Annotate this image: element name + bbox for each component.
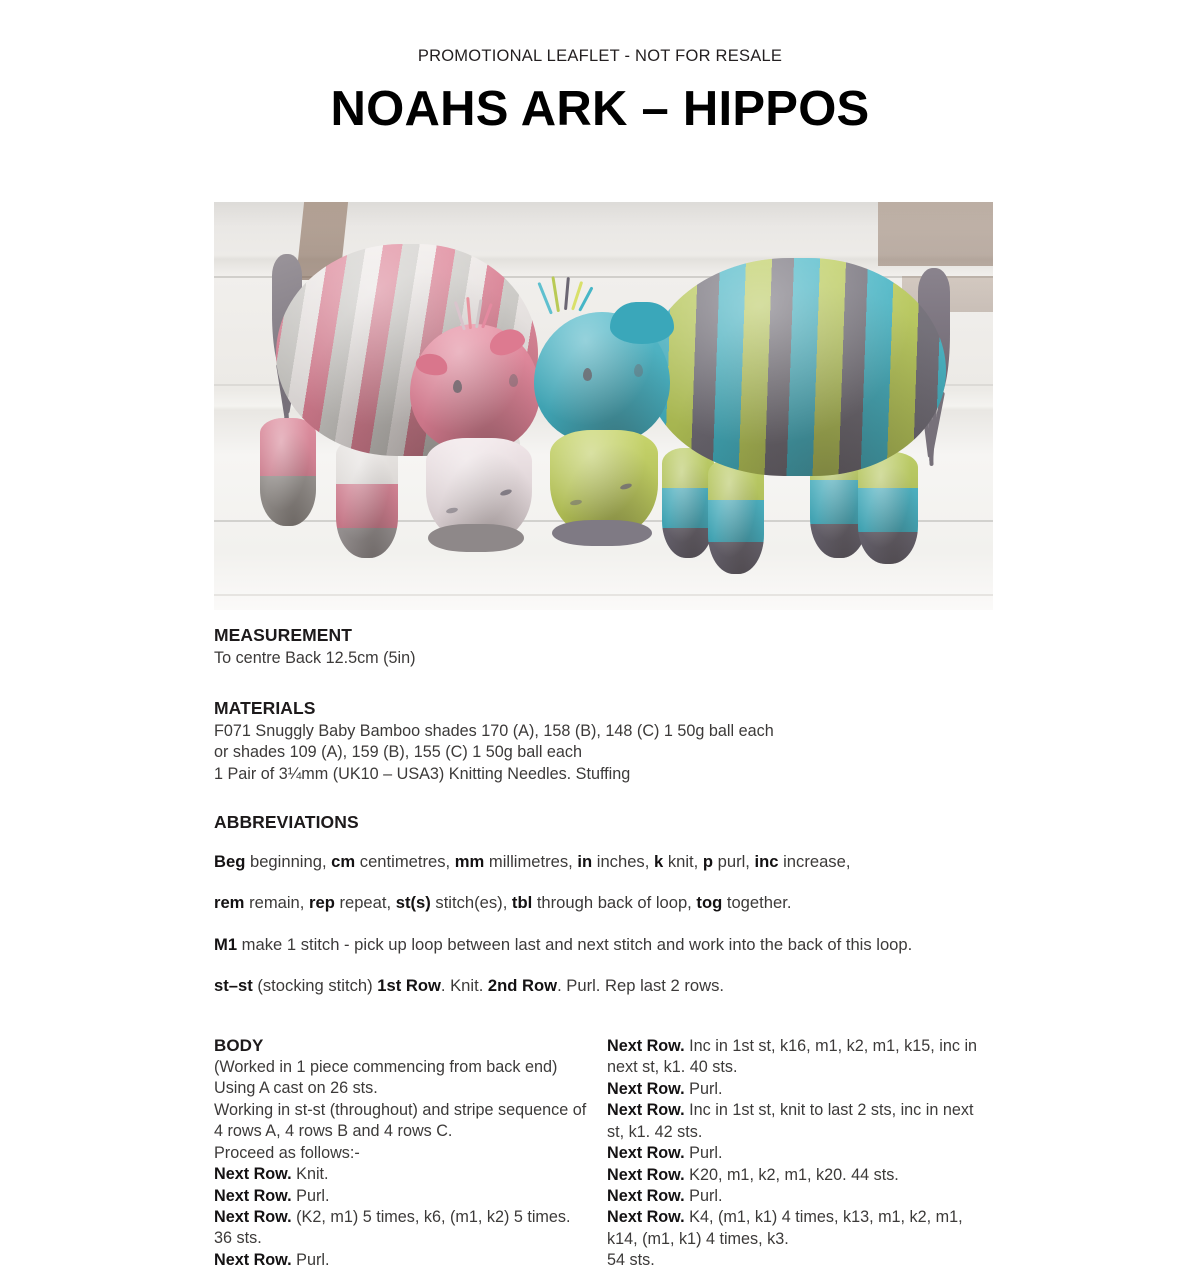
body-section xyxy=(214,1036,1000,1272)
text-line: 36 sts. xyxy=(214,1229,262,1248)
text-line: F071 Snuggly Baby Bamboo shades 170 (A), 158 (B), 148 (C) 1 50g ball each xyxy=(214,721,774,740)
text-line: Beg beginning, cm centimetres, mm millimetres, in inches, k knit, p purl, inc increase, xyxy=(214,851,851,871)
abbreviations-heading: ABBREVIATIONS xyxy=(214,812,359,833)
text-line: 54 sts. xyxy=(607,1251,655,1270)
text-line: 4 rows A, 4 rows B and 4 rows C. xyxy=(214,1122,453,1141)
pattern-content xyxy=(214,625,1000,1272)
text-line: Next Row. (K2, m1) 5 times, k6, (m1, k2) 5 times. xyxy=(214,1208,571,1226)
turquoise-hippo-chin xyxy=(552,520,652,546)
text-line: Next Row. Inc in 1st st, knit to last 2 sts, inc in next xyxy=(607,1101,974,1120)
text-line: Next Row. Purl. xyxy=(214,1250,330,1269)
photo-background xyxy=(214,202,993,610)
pink-hippo-eye xyxy=(453,380,462,393)
text-line: Next Row. Knit. xyxy=(214,1165,329,1184)
text-line: Next Row. Purl. xyxy=(607,1079,723,1098)
materials-lines xyxy=(214,721,1000,786)
text-line: To centre Back 12.5cm (5in) xyxy=(214,649,416,667)
text-line: M1 make 1 stitch - pick up loop between last and next stitch and work into the back of this loop. xyxy=(214,934,913,954)
turquoise-hippo-body xyxy=(646,258,946,476)
text-line: Next Row. Purl. xyxy=(607,1187,723,1205)
pink-hippo-back-leg-near xyxy=(336,438,398,558)
measurement-section xyxy=(214,625,1000,670)
promotional-kicker: PROMOTIONAL LEAFLET - NOT FOR RESALE xyxy=(417,47,783,65)
body-right-lines xyxy=(607,1036,1000,1272)
text-line: Next Row. Purl. xyxy=(214,1186,330,1205)
text-line: 1 Pair of 3¼mm (UK10 – USA3) Knitting Needles. Stuffing xyxy=(214,764,631,783)
page-title: NOAHS ARK – HIPPOS xyxy=(330,82,870,136)
pink-hippo-eye-far xyxy=(509,374,518,387)
turquoise-hippo-eye-far xyxy=(634,364,643,377)
text-line: Using A cast on 26 sts. xyxy=(214,1079,378,1098)
text-line: Working in st-st (throughout) and stripe sequence of xyxy=(214,1100,587,1119)
text-line: next st, k1. 40 sts. xyxy=(607,1058,738,1077)
turquoise-hippo-eye xyxy=(583,368,592,381)
materials-heading: MATERIALS xyxy=(214,697,316,718)
body-left-column xyxy=(214,1036,607,1272)
body-right-column xyxy=(607,1036,1000,1272)
text-line: Proceed as follows:- xyxy=(214,1143,360,1162)
text-line: Next Row. Purl. xyxy=(607,1144,723,1163)
turquoise-hippo-mane xyxy=(610,302,674,344)
body-heading: BODY xyxy=(214,1035,264,1055)
pink-hippo-front-leg-near xyxy=(428,524,524,552)
measurement-heading: MEASUREMENT xyxy=(214,625,353,645)
product-photo xyxy=(214,202,993,610)
text-line: or shades 109 (A), 159 (B), 155 (C) 1 50g ball each xyxy=(214,743,583,762)
materials-section xyxy=(214,698,1000,786)
measurement-lines xyxy=(214,648,1000,670)
abbreviations-lines xyxy=(214,850,1000,999)
leaflet-page xyxy=(0,47,1200,1270)
text-line: st–st (stocking stitch) 1st Row. Knit. 2nd Row. Purl. Rep last 2 rows. xyxy=(214,976,724,996)
text-line: (Worked in 1 piece commencing from back end) xyxy=(214,1057,558,1076)
text-line: rem remain, rep repeat, st(s) stitch(es), tbl through back of loop, tog together. xyxy=(214,893,792,913)
text-line: Next Row. K4, (m1, k1) 4 times, k13, m1, k2, m1, xyxy=(607,1208,963,1227)
abbreviations-section xyxy=(214,812,1000,999)
text-line: Next Row. K20, m1, k2, m1, k20. 44 sts. xyxy=(607,1165,899,1184)
text-line: k14, (m1, k1) 4 times, k3. xyxy=(607,1229,789,1248)
text-line: st, k1. 42 sts. xyxy=(607,1122,703,1141)
text-line: Next Row. Inc in 1st st, k16, m1, k2, m1, k15, inc in xyxy=(607,1036,978,1055)
body-left-lines xyxy=(214,1057,607,1272)
